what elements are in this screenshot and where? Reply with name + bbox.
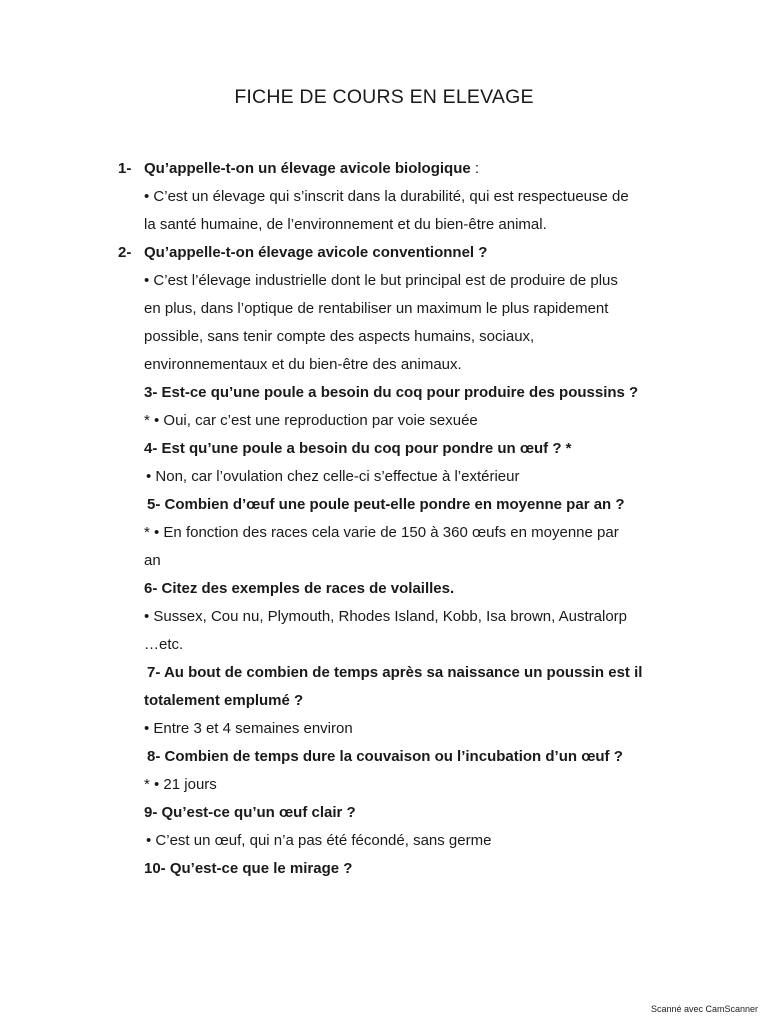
question-6: 6- Citez des exemples de races de volailles. (144, 580, 455, 597)
answer-7: • Entre 3 et 4 semaines environ (144, 720, 353, 737)
question-1-number: 1- (118, 160, 132, 177)
question-1 (118, 160, 479, 177)
answer-2-line-2: en plus, dans l’optique de rentabiliser un maximum le plus rapidement (144, 300, 609, 317)
question-2 (118, 244, 487, 261)
question-7-line-2: totalement emplumé ? (144, 692, 304, 709)
question-9: 9- Qu’est-ce qu’un œuf clair ? (144, 804, 356, 821)
answer-1-line-1: • C’est un élevage qui s’inscrit dans la durabilité, qui est respectueuse de (144, 188, 629, 205)
question-3: 3- Est-ce qu’une poule a besoin du coq pour produire des poussins ? (144, 384, 639, 401)
answer-6-line-2: …etc. (144, 636, 184, 653)
question-10: 10- Qu’est-ce que le mirage ? (144, 860, 353, 877)
page-title: FICHE DE COURS EN ELEVAGE (234, 86, 534, 108)
answer-5-line-1: * • En fonction des races cela varie de 150 à 360 œufs en moyenne par (144, 524, 619, 541)
answer-1-line-2: la santé humaine, de l’environnement et du bien-être animal. (144, 216, 547, 233)
answer-9: • C’est un œuf, qui n’a pas été fécondé, sans germe (146, 832, 492, 849)
answer-2-line-3: possible, sans tenir compte des aspects humains, sociaux, (144, 328, 535, 345)
answer-2-line-1: • C’est l’élevage industrielle dont le but principal est de produire de plus (144, 272, 618, 289)
answer-8: * • 21 jours (144, 776, 217, 793)
question-4: 4- Est qu’une poule a besoin du coq pour pondre un œuf ? * (144, 440, 572, 457)
question-1-suffix: : (470, 160, 480, 177)
question-7-line-1: 7- Au bout de combien de temps après sa naissance un poussin est il (147, 664, 643, 681)
answer-5-line-2: an (144, 552, 161, 569)
answer-3: * • Oui, car c’est une reproduction par voie sexuée (144, 412, 478, 429)
question-5: 5- Combien d’œuf une poule peut-elle pondre en moyenne par an ? (147, 496, 625, 513)
question-1-text: Qu’appelle-t-on un élevage avicole biologique (144, 160, 471, 177)
question-2-text: Qu’appelle-t-on élevage avicole conventionnel ? (144, 244, 488, 261)
question-2-number: 2- (118, 244, 132, 261)
scanner-watermark: Scanné avec CamScanner (650, 1004, 758, 1014)
answer-4: • Non, car l’ovulation chez celle-ci s’effectue à l’extérieur (146, 468, 520, 485)
answer-2-line-4: environnementaux et du bien-être des animaux. (144, 356, 462, 373)
answer-6-line-1: • Sussex, Cou nu, Plymouth, Rhodes Island, Kobb, Isa brown, Australorp (144, 608, 628, 625)
question-8: 8- Combien de temps dure la couvaison ou l’incubation d’un œuf ? (147, 748, 623, 765)
